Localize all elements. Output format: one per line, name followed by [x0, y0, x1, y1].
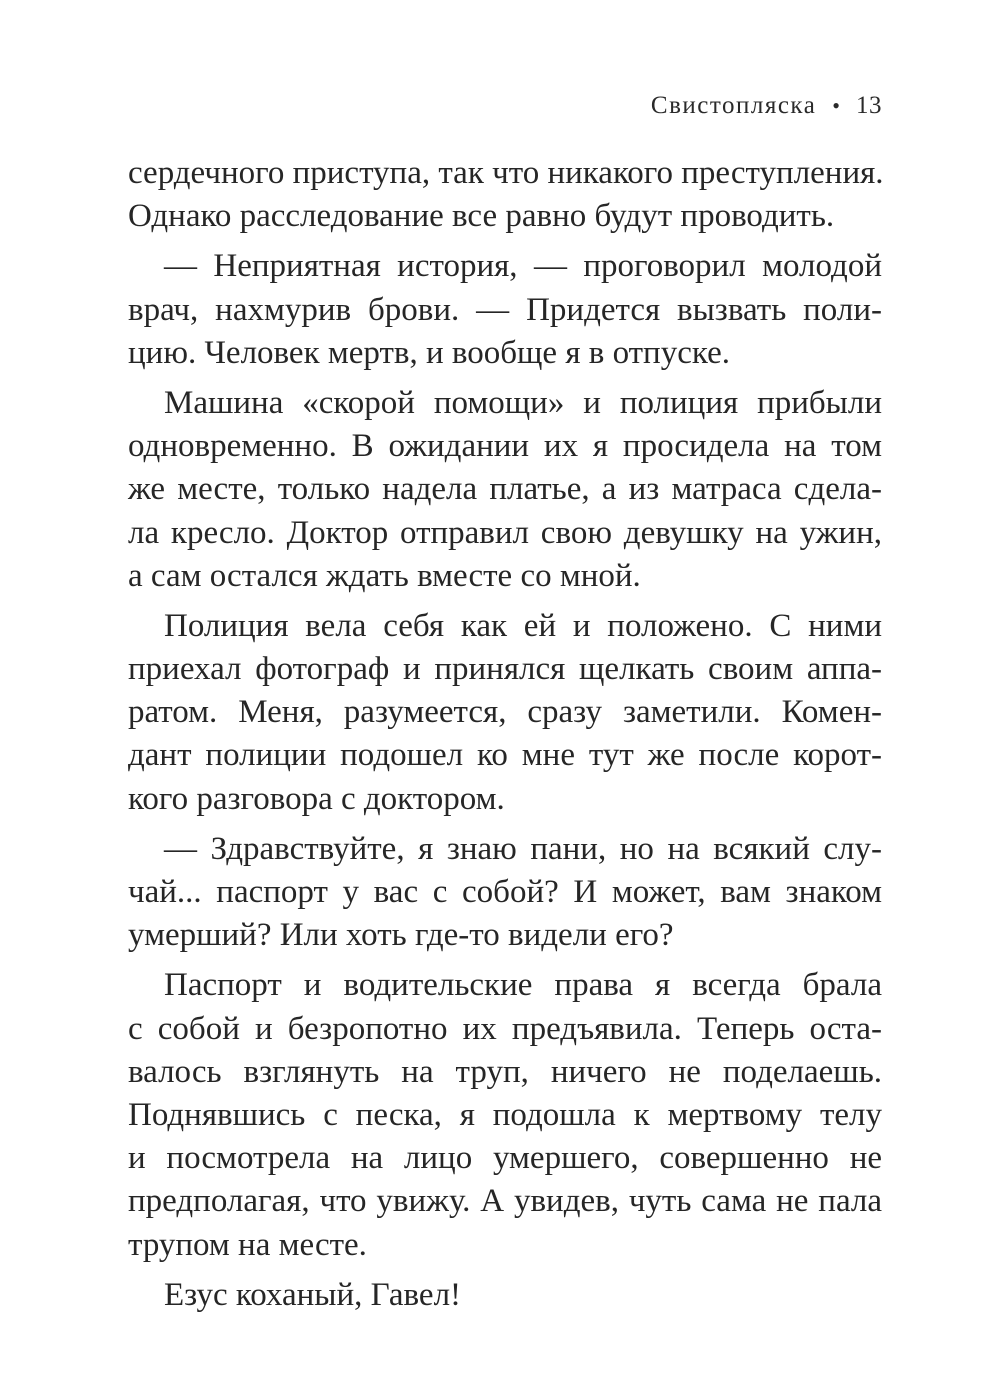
text-line: Паспорт и водительские права я всегда брала	[164, 967, 882, 1004]
text-line: цию. Человек мертв, и вообще я в отпуске.	[128, 334, 730, 371]
text-line: Машина «скорой помощи» и полиция прибыли	[164, 384, 882, 421]
paragraph-1	[128, 152, 882, 238]
header-bullet-separator: •	[832, 93, 840, 118]
text-line: врач, нахмурив брови. — Придется вызвать поли-	[128, 291, 882, 328]
text-line: Однако расследование все равно будут проводить.	[128, 198, 835, 235]
text-line: а сам остался ждать вместе со мной.	[128, 557, 641, 594]
text-line: — Здравствуйте, я знаю пани, но на всякий слу-	[164, 830, 882, 867]
paragraph-7	[128, 1274, 882, 1317]
text-line: умерший? Или хоть где-то видели его?	[128, 917, 674, 954]
text-line: одновременно. В ожидании их я просидела на том	[128, 428, 882, 465]
text-line: Полиция вела себя как ей и положено. С ними	[164, 607, 882, 644]
text-line: ла кресло. Доктор отправил свою девушку на ужин,	[128, 514, 882, 551]
text-line: с собой и безропотно их предъявила. Теперь оста-	[128, 1010, 882, 1047]
text-line: Езус коханый, Гавел!	[164, 1276, 462, 1313]
running-header	[651, 92, 882, 120]
text-line: приехал фотограф и принялся щелкать своим аппа-	[128, 651, 882, 688]
paragraph-3	[128, 382, 882, 598]
text-line: дант полиции подошел ко мне тут же после корот-	[128, 737, 882, 774]
paragraph-2	[128, 245, 882, 375]
text-line: трупом на месте.	[128, 1226, 367, 1263]
paragraph-5	[128, 828, 882, 958]
body-text	[128, 152, 882, 1324]
text-line: ратом. Меня, разумеется, сразу заметили. Комен-	[128, 694, 882, 731]
text-line: чай... паспорт у вас с собой? И может, вам знаком	[128, 874, 882, 910]
text-line: же месте, только надела платье, а из матраса сдела-	[128, 471, 882, 508]
paragraph-6	[128, 964, 882, 1266]
text-line: и посмотрела на лицо умершего, совершенно не	[128, 1140, 882, 1177]
text-line: кого разговора с доктором.	[128, 780, 505, 817]
text-line: — Неприятная история, — проговорил молодой	[164, 248, 882, 285]
text-line: сердечного приступа, так что никакого преступления.	[128, 155, 884, 191]
page-number: 13	[856, 92, 882, 119]
paragraph-4	[128, 605, 882, 821]
running-header-title: Свистопляска	[650, 92, 817, 119]
text-line: валось взглянуть на труп, ничего не поделаешь.	[128, 1053, 882, 1090]
text-line: предполагая, что увижу. А увидев, чуть сама не пала	[128, 1183, 882, 1220]
text-line: Поднявшись с песка, я подошла к мертвому телу	[128, 1096, 882, 1133]
